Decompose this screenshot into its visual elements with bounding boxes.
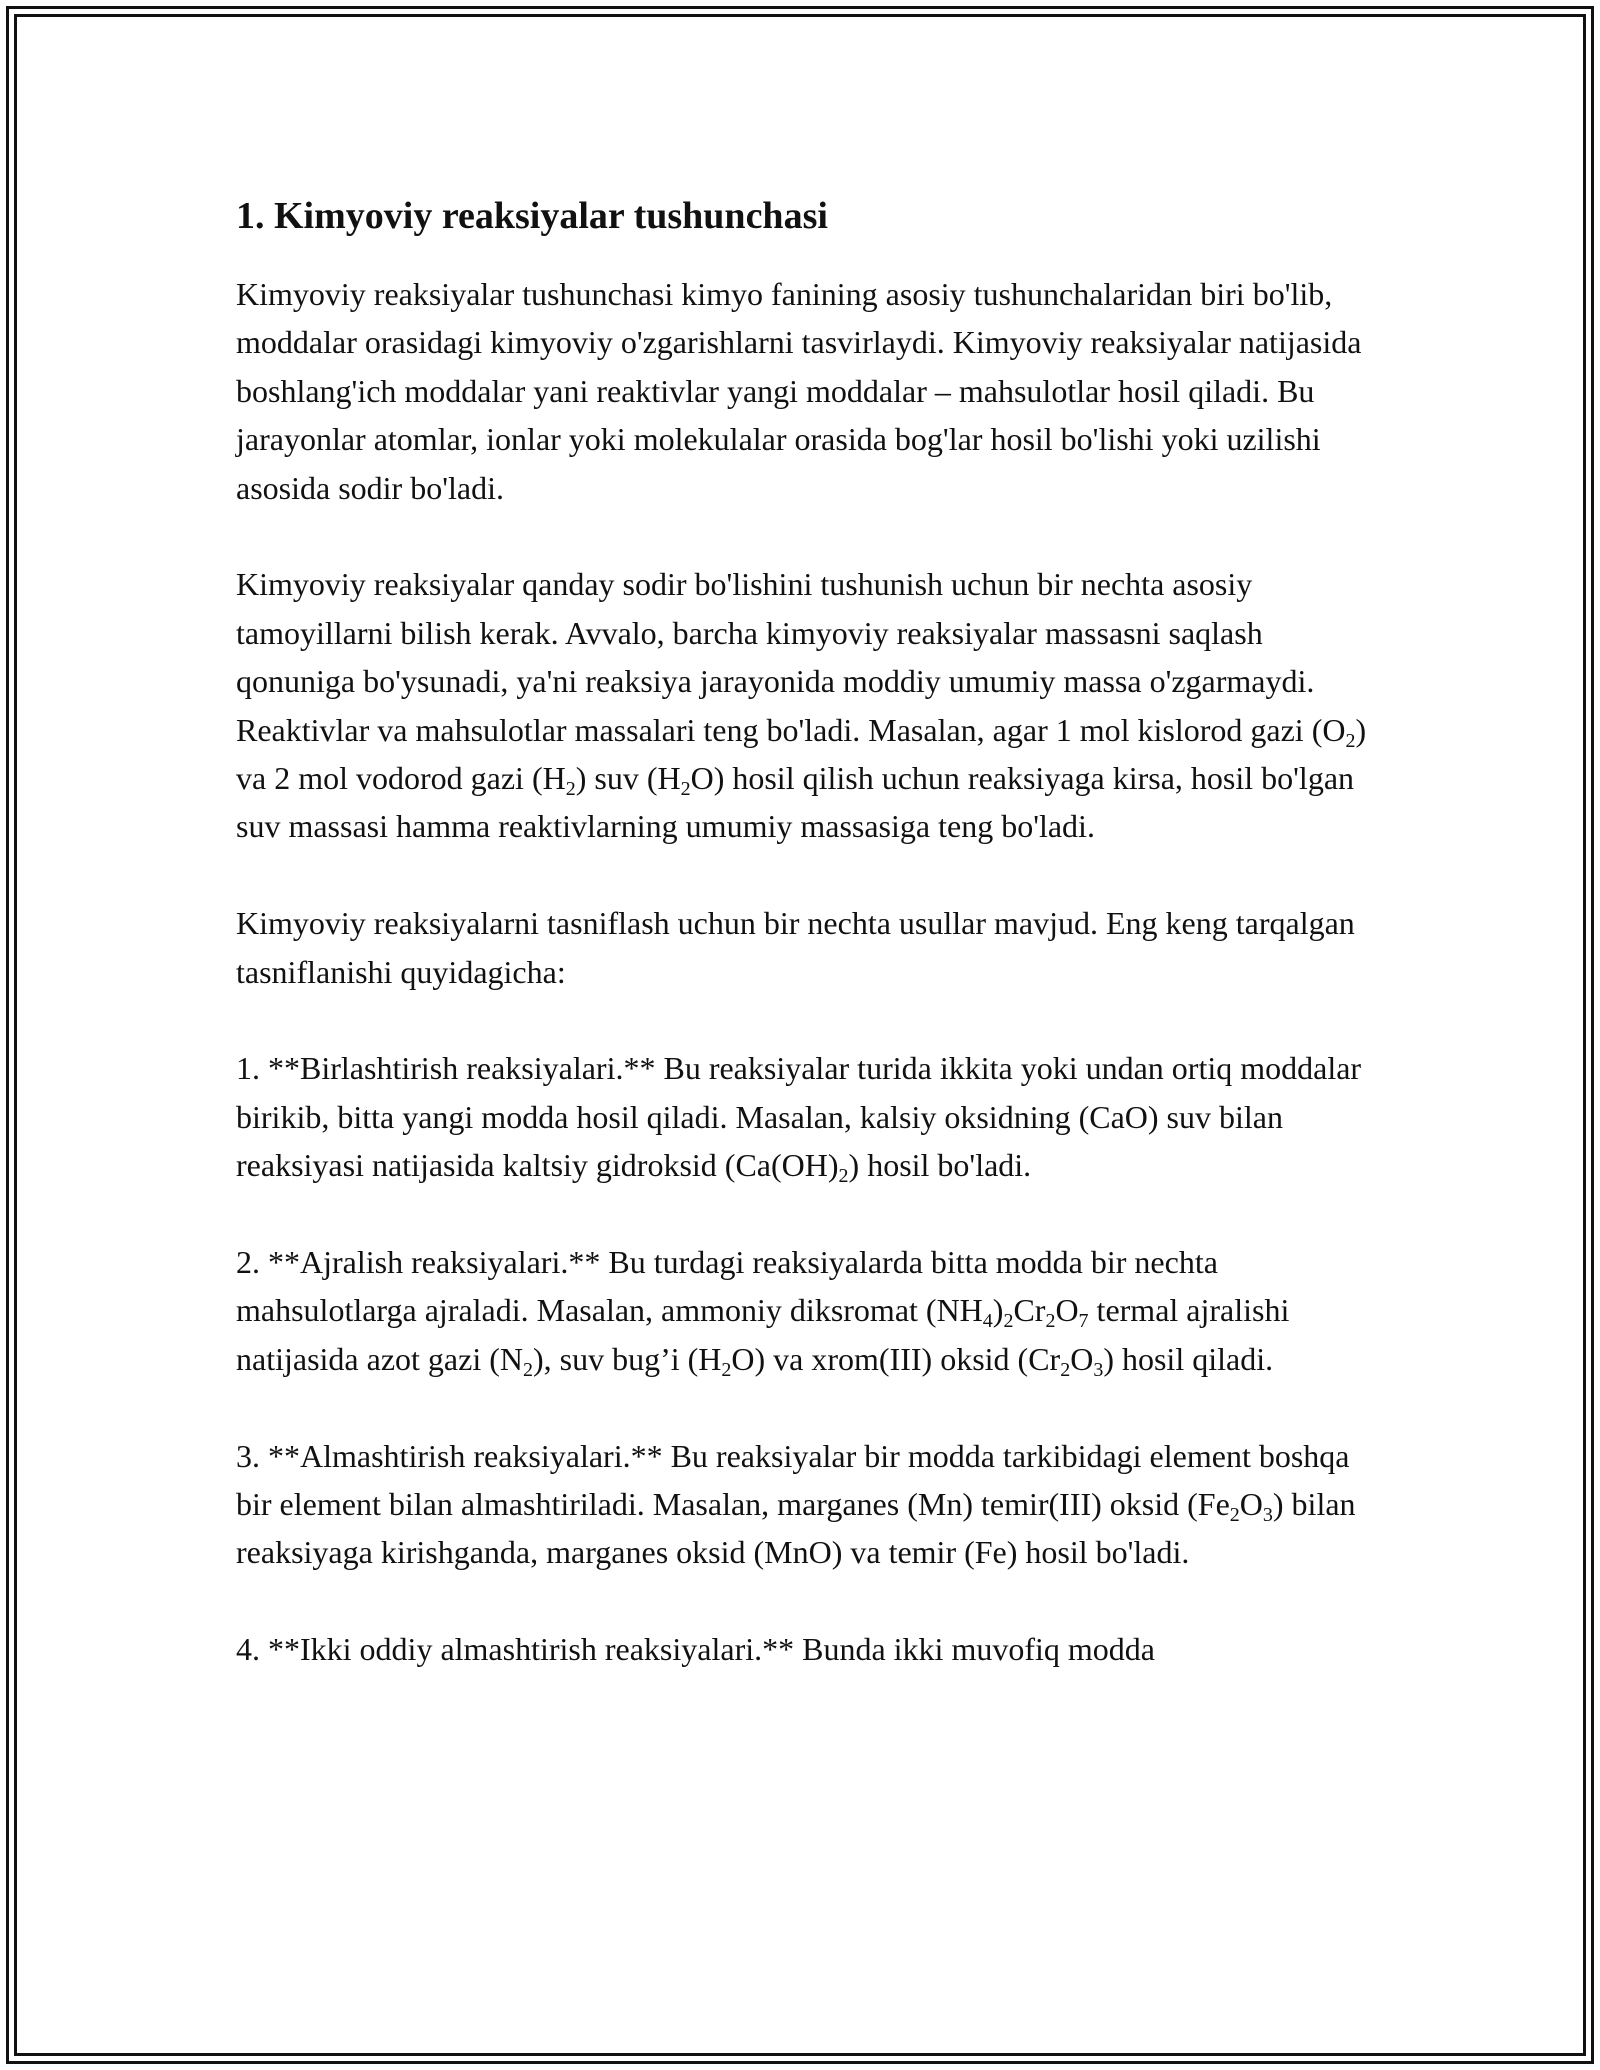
list-item-double-substitution: 4. **Ikki oddiy almashtirish reaksiyalari.** Bunda ikki muvofiq modda [236, 1631, 1155, 1668]
list-item-substitution: 3. **Almashtirish reaksiyalari.** Bu reaksiyalar bir modda tarkibidagi element boshqa bir element bilan almashtiriladi. Masalan, marganes (Mn) temir(III) oksid $(Fe_2O_3)$ bilan reaksiyaga kirishganda, marganes oksid (MnO) va temir (Fe) hosil bo'ladi. [236, 1437, 1356, 1571]
list-item-combination: 1. **Birlashtirish reaksiyalari.** Bu reaksiyalar turida ikkita yoki undan ortiq moddalar birikib, bitta yangi modda hosil qiladi. Masalan, kalsiy oksidning (CaO) suv bilan reaksiyasi natijasida kaltsiy gidroksid $(Ca(OH)_2)$ hosil bo'ladi. [236, 1050, 1362, 1188]
paragraph-mass-conservation: Kimyoviy reaksiyalar qanday sodir bo'lishini tushunish uchun bir nechta asosiy tamoyillarni bilish kerak. Avvalo, barcha kimyoviy reaksiyalar massasni saqlash qonuniga bo'ysunadi, ya'ni reaksiya jarayonida moddiy umumiy massa o'zgarmaydi. Reaktivlar va mahsulotlar massalari teng bo'ladi. Masalan, agar 1 mol kislorod gazi $(O_2)$ va 2 mol vodorod gazi $(H_2)$ suv $(H_2O)$ hosil qilish uchun reaksiyaga kirsa, hosil bo'lgan suv massasi hamma reaktivlarning umumiy massasiga teng bo'ladi. [236, 566, 1367, 845]
paragraph-classification: Kimyoviy reaksiyalarni tasniflash uchun bir nechta usullar mavjud. Eng keng tarqalgan tasniflanishi quyidagicha: [236, 905, 1355, 990]
paragraph-definition: Kimyoviy reaksiyalar tushunchasi kimyo fanining asosiy tushunchalaridan biri bo'lib, moddalar orasidagi kimyoviy o'zgarishlarni tasvirlaydi. Kimyoviy reaksiyalar natijasida boshlang'ich moddalar yani reaktivlar yangi moddalar – mahsulotlar hosil qiladi. Bu jarayonlar atomlar, ionlar yoki molekulalar orasida bog'lar hosil bo'lishi yoki uzilishi asosida sodir bo'ladi. [236, 276, 1362, 506]
section-heading: 1. Kimyoviy reaksiyalar tushunchasi [236, 195, 828, 237]
list-item-decomposition: 2. **Ajralish reaksiyalari.** Bu turdagi reaksiyalarda bitta modda bir nechta mahsulotlarga ajraladi. Masalan, ammoniy diksromat $(NH_4)_2Cr_2O_7$ termal ajralishi natijasida azot gazi $(N_2)$, suv bug’i $(H_2O)$ va xrom(III) oksid $(Cr_2O_3)$ hosil qiladi. [236, 1244, 1290, 1381]
document-body [236, 188, 1376, 1674]
